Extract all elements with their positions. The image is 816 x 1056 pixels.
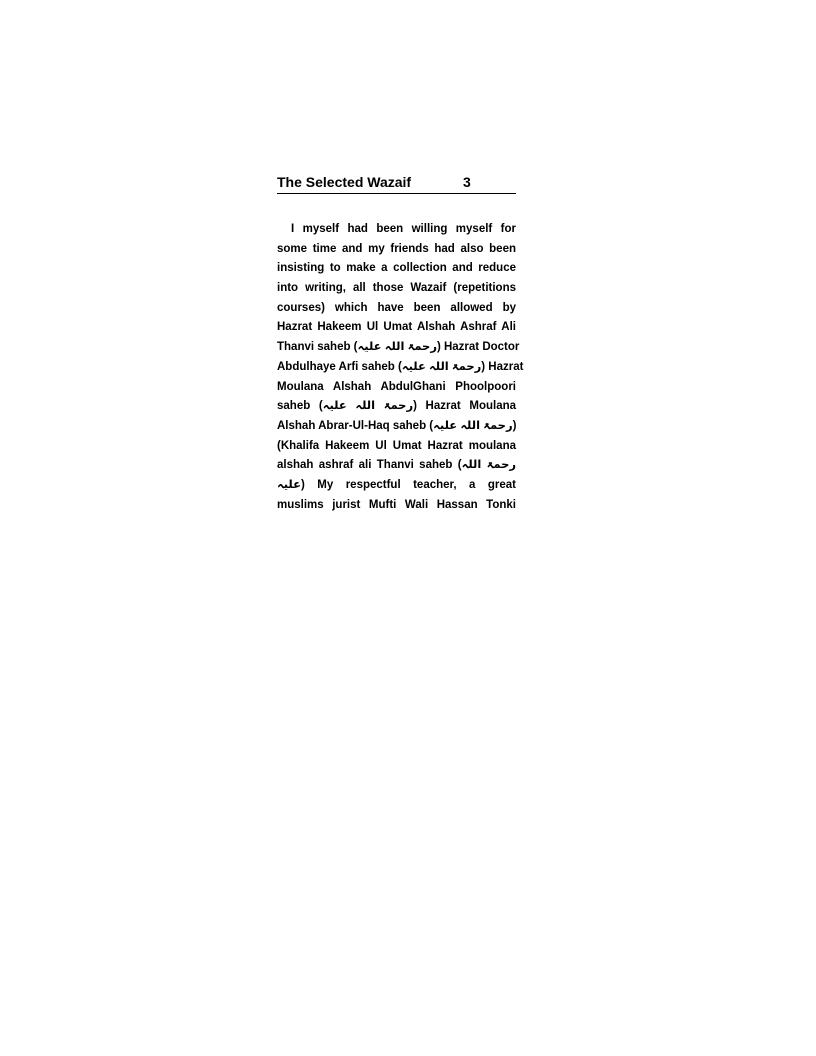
text-line: some time and my friends had also been [277,242,516,255]
text-line: into writing, all those Wazaif (repetitions [277,282,516,295]
text-line: muslims jurist Mufti Wali Hassan Tonki [277,498,516,511]
text-line: (Khalifa Hakeem Ul Umat Hazrat moulana [277,439,516,452]
text-line: Hazrat Hakeem Ul Umat Alshah Ashraf Ali [277,321,516,334]
body-paragraph [277,220,524,515]
text-line: courses) which have been allowed by [277,301,516,314]
text-line: I myself had been willing myself for [291,223,516,235]
text-line: Thanvi saheb (رحمۃ اللہ علیہ) Hazrat Doctor [277,341,520,354]
text-line: saheb (رحمۃ اللہ علیہ) Hazrat Moulana [277,400,517,413]
page-number: 3 [463,174,471,190]
text-line: Abdulhaye Arfi saheb (رحمۃ اللہ علیہ) Hazrat [277,360,524,373]
text-line: علیہ) My respectful teacher, a great [277,478,516,491]
text-line: Moulana Alshah AbdulGhani Phoolpoori [277,380,516,393]
running-title: The Selected Wazaif [277,174,412,190]
text-line: Alshah Abrar-Ul-Haq saheb (رحمۃ اللہ علیہ) [277,419,517,432]
text-line: insisting to make a collection and reduce [277,262,516,275]
header-rule [277,193,516,194]
page-header [277,172,516,194]
text-line: alshah ashraf ali Thanvi saheb (رحمۃ اللہ [277,459,516,472]
